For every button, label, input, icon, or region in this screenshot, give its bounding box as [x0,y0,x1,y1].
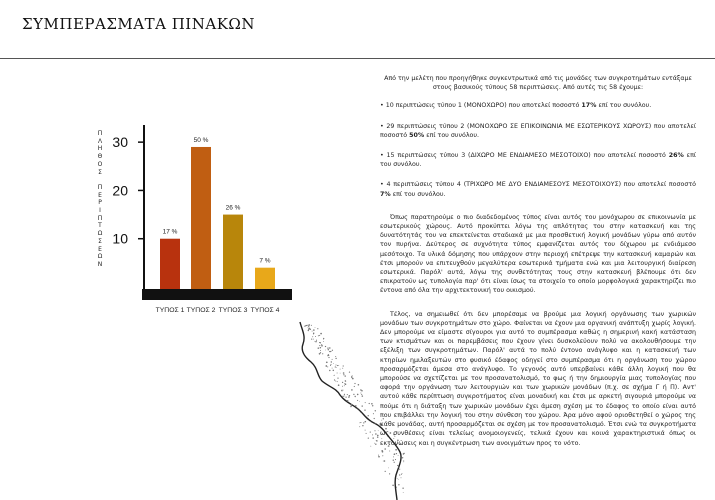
bullet-type-4: • 4 περιπτώσεις τύπου 4 (ΤΡΙΧΩΡΟ ΜΕ ΔΥΟ ΕΝΔΙΑΜΕΣΟΥΣ ΜΕΣΟΤΟΙΧΟΥΣ) που αποτελεί ποσοστό 7% επί του συνόλου. [380,181,696,198]
data-label-1: 17 % [162,228,178,236]
y-tick-label: 30 [112,134,128,151]
category-label-1: ΤΥΠΟΣ 1 [155,307,185,314]
y-tick-label: 10 [112,230,128,247]
chart-ylabel: Π Λ Η Θ Ο Σ Π Ε Ρ Ι Π Τ Ω Σ Ε Ω Ν [97,130,103,268]
data-label-4: 7 % [259,257,271,265]
category-label-2: ΤΥΠΟΣ 2 [186,307,216,314]
text-column [380,74,696,454]
bullet-type-1: • 10 περιπτώσεις τύπου 1 (ΜΟΝΟΧΩΡΟ) που αποτελεί ποσοστό 17% επί του συνόλου. [380,102,652,110]
intro-paragraph: Από την μελέτη που προηγήθηκε συγκεντρωτικά από τις μονάδες των συγκροτημάτων εντάξαμε στους βασικούς τύπους 58 περιπτώσεις. Από αυτές τις 58 έχουμε: [384,75,692,92]
y-tick-label: 20 [112,182,128,199]
paragraph-1: Όπως παρατηρούμε ο πιο διαδεδομένος τύπος είναι αυτός του μονόχωρου σε επικοινωνία με εσωτερικούς χώρους. Αυτό προκύπτει λόγω της απλότητας του στην κατασκευή και της δυνατότητάς του να επεκτείνεται σταδιακά με μια προσθετική λογική μονάδων γύρω από αυτόν τον πυρήνα. Δεύτερος σε συχνότητα τύπος εμφανίζεται αυτός του δίχωρου με ενδιάμεσο μεσότοιχο. Τα υλικά δόμησης που υπάρχουν στην περιοχή επέτρεψε την κατασκευή καμαρών και έτσι μπορούν να επιτευχθούν μεγαλύτερα εσωτερικά τμήματα ενώ και μια λειτουργική διαίρεση εσωτερικά. Παρόλ' αυτά, λόγω της συνθετότητας τους στην κατασκευή βλέπουμε ότι δεν επικρατούν ως τυπολογία παρ' ότι είναι ίσως τα στοιχείο το οποίο μορφολογικά χαρακτηρίζει πιο έντονα από όλα την αρχιτεκτονική του οικισμού. [380,213,696,295]
category-label-3: ΤΥΠΟΣ 3 [218,307,248,314]
data-label-3: 26 % [225,204,241,212]
data-label-2: 50 % [193,136,209,144]
bullet-type-2: • 29 περιπτώσεις τύπου 2 (ΜΟΝΟΧΩΡΟ ΣΕ ΕΠΙΚΟΙΝΩΝΙΑ ΜΕ ΕΣΩΤΕΡΙΚΟΥΣ ΧΩΡΟΥΣ) που αποτελεί ποσοστό 50% επί του συνόλου. [380,122,696,139]
category-label-4: ΤΥΠΟΣ 4 [250,307,280,314]
bullet-type-3: • 15 περιπτώσεις τύπου 3 (ΔΙΧΩΡΟ ΜΕ ΕΝΔΙΑΜΕΣΟ ΜΕΣΟΤΟΙΧΟ) που αποτελεί ποσοστό 26% επί του συνόλου. [380,152,697,169]
page-title: ΣΥΜΠΕΡΑΣΜΑΤΑ ΠΙΝΑΚΩΝ [22,15,255,33]
paragraph-2: Τέλος, να σημειωθεί ότι δεν μπορέσαμε να βρούμε μια λογική οργάνωσης των χωρικών μονάδων των συγκροτημάτων στο χώρο. Φαίνεται να έχουν μια οργανική ανάπτυξη χωρίς λογική. Δεν μπορούμε να είμαστε σίγουροι για αυτό το συμπέρασμα καθώς η σημερινή κακή κατάσταση των κτισμάτων και οι παρεμβάσεις που έχουν γίνει δυσκολεύουν πολύ να ακολουθήσουμε την εξέλιξη των συγκροτημάτων. Παρόλ' αυτά το πολύ έντονο ανάγλυφο και η κατασκευή των κτηρίων ημιλαξευτών στο φυσικό έδαφος οδηγεί στο συμπέρασμα ότι η οργάνωση του χώρου προσαρμόζεται άμεσα στο ανάγλυφο. Το γεγονός αυτό υπερβαίνει κάθε άλλη λογική που θα μπορούσε να σχετίζεται με τον προσανατολισμό, το φως ή την δημιουργία μιας τυπολογίας που αφορά την οργάνωση των λειτουργιών και των χωρικών μονάδων (π.χ. σε σχήμα Γ ή Π). Αντ' αυτού κάθε περίπτωση συγκροτήματος είναι μοναδική και έτσι με αρκετή σιγουριά μπορούμε να πούμε ότι η διάταξη των χωρικών μονάδων έχει άμεση σχέση με το έδαφος το οποίο είναι αυτό που επιβάλλει την λογική του στην σύνθεση του χώρου. Άρα μόνο αφού οριοθετηθεί ο χώρος της κάθε μονάδας, αυτή προσαρμόζεται σε σχέση με τον προσανατολισμό. Έτσι ενώ τα συγκροτήματα ως συνθέσεις είναι τελείως ανομοιογενείς, τελικά έχουν και κοινά χαρακτηριστικά όπως οι εκτονώσεις και η συγκέντρωση των ανοιγμάτων προς το νότο. [380,310,696,447]
